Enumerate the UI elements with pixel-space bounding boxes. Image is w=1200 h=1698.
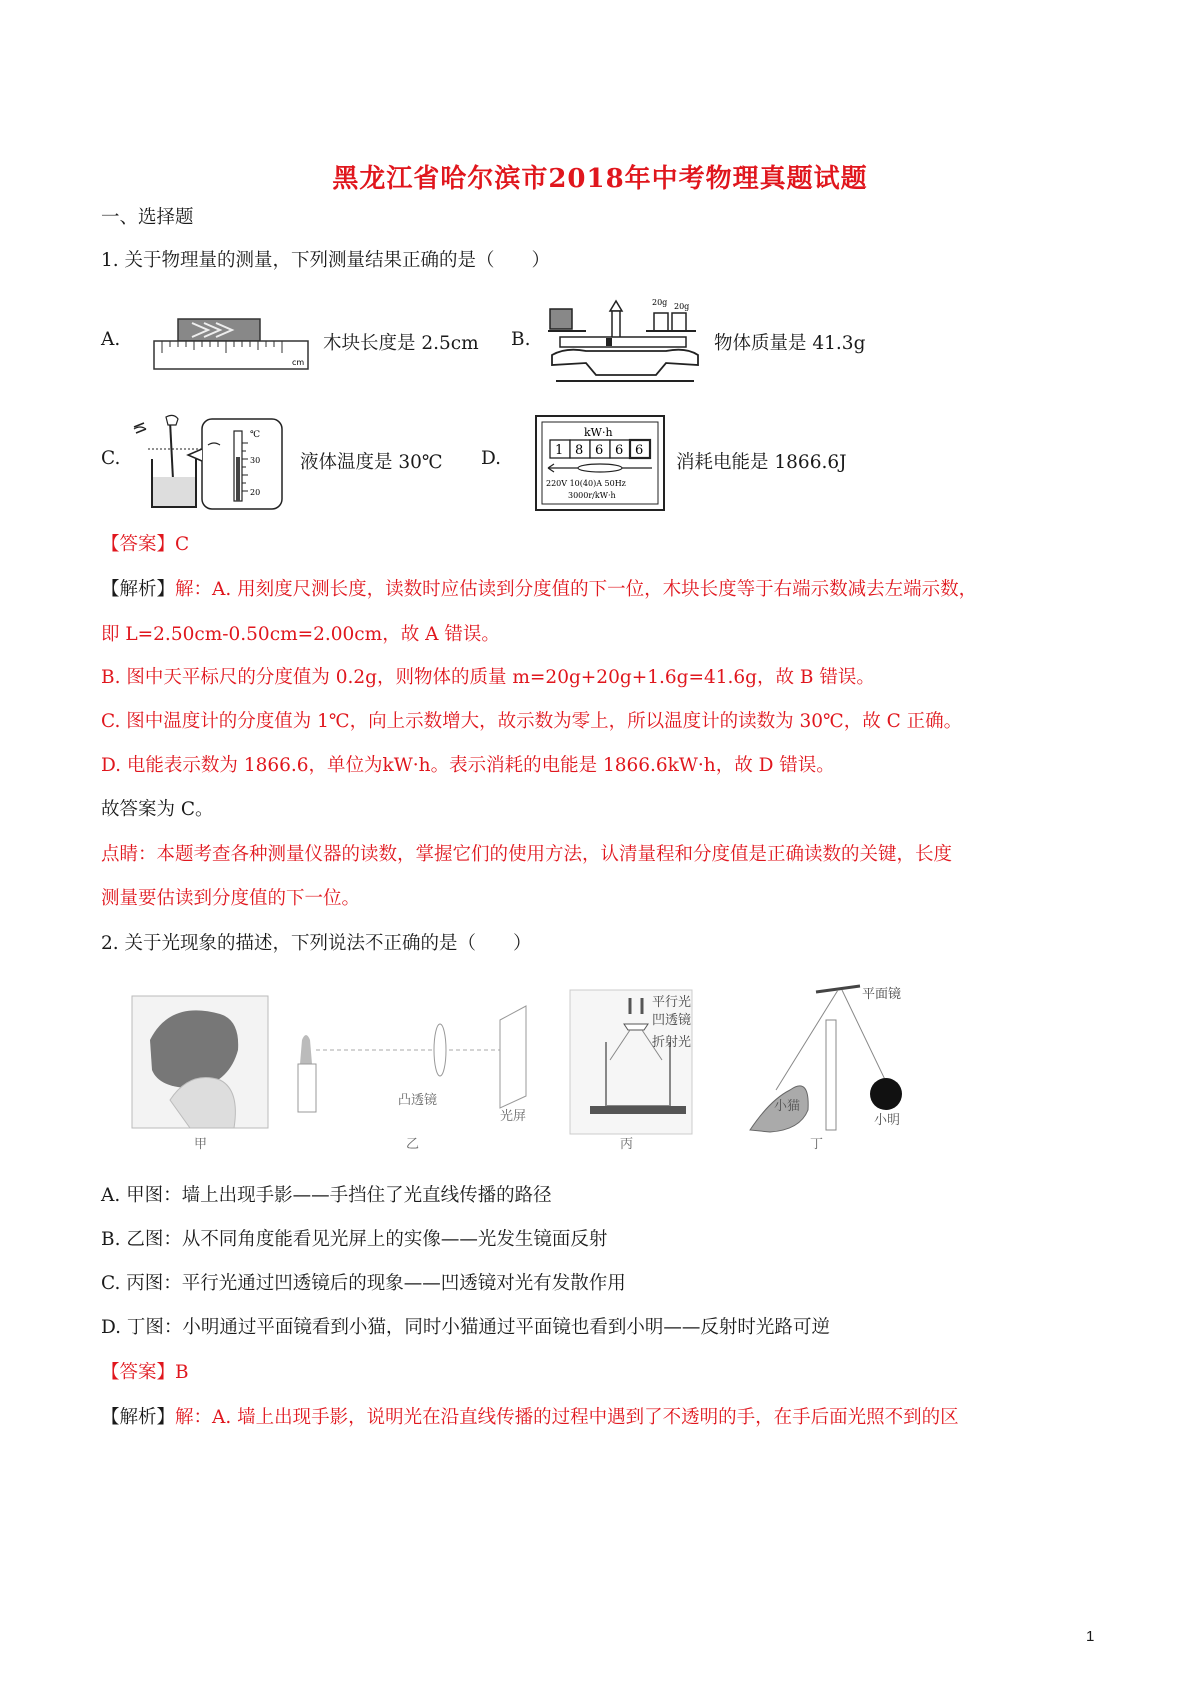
q1-stem: 1. 关于物理量的测量，下列测量结果正确的是（ ） bbox=[101, 250, 551, 271]
eye-icon bbox=[134, 427, 146, 429]
figure-ding bbox=[750, 986, 902, 1150]
optics-figures bbox=[130, 980, 920, 1150]
ruler bbox=[154, 341, 308, 369]
analysis-label: 【解析】 bbox=[101, 1407, 176, 1428]
q2-option-a: A. 甲图：墙上出现手影——手挡住了光直线传播的路径 bbox=[101, 1185, 552, 1206]
q2-stem: 2. 关于光现象的描述，下列说法不正确的是（ ） bbox=[101, 933, 532, 954]
thermo-tick-20: 20 bbox=[250, 488, 261, 497]
label-bing: 丙 bbox=[620, 1137, 634, 1150]
convex-lens bbox=[434, 1024, 446, 1076]
q2-option-c: C. 丙图：平行光通过凹透镜后的现象——凹透镜对光有发散作用 bbox=[101, 1273, 626, 1294]
q2-answer bbox=[101, 1358, 189, 1384]
q1-conclusion: 故答案为 C。 bbox=[101, 799, 214, 820]
object-block bbox=[550, 309, 572, 329]
analysis-label: 【解析】 bbox=[101, 579, 176, 600]
label-convex-lens: 凸透镜 bbox=[398, 1093, 438, 1108]
concave-lens bbox=[624, 1024, 648, 1030]
q2-option-b: B. 乙图：从不同角度能看见光屏上的实像——光发生镜面反射 bbox=[101, 1229, 608, 1250]
meter-unit: kW·h bbox=[584, 426, 613, 439]
energy-meter-figure bbox=[534, 414, 666, 512]
label-plane-mirror: 平面镜 bbox=[862, 987, 902, 1002]
figure-jia bbox=[132, 996, 268, 1150]
analysis-text: 解：A. 用刻度尺测长度，读数时应估读到分度值的下一位，木块长度等于右端示数减去左端示数， bbox=[175, 579, 978, 600]
q1-option-c-text: 液体温度是 30℃ bbox=[300, 452, 443, 473]
weight-label-2: 20g bbox=[674, 302, 690, 311]
q1-option-b-text: 物体质量是 41.3g bbox=[714, 333, 866, 354]
section-heading: 一、选择题 bbox=[101, 207, 194, 228]
analysis-text: 解：A. 墙上出现手影，说明光在沿直线传播的过程中遇到了不透明的手，在手后面光照不到的区 bbox=[175, 1407, 959, 1428]
q2-analysis-line-1 bbox=[101, 1403, 959, 1429]
q1-analysis-line-2: 即 L=2.50cm-0.50cm=2.00cm，故 A 错误。 bbox=[101, 624, 500, 645]
label-parallel-light: 平行光 bbox=[652, 995, 692, 1010]
page-number: 1 bbox=[1086, 1628, 1095, 1645]
q1-comment-line-1: 点睛：本题考查各种测量仪器的读数，掌握它们的使用方法，认清量程和分度值是正确读数的关键，长度 bbox=[101, 844, 953, 865]
meter-spec-2: 3000r/kW·h bbox=[568, 491, 616, 500]
xiaoming-head bbox=[870, 1078, 902, 1110]
q1-analysis-line-1 bbox=[101, 575, 977, 601]
q1-option-d-text: 消耗电能是 1866.6J bbox=[676, 452, 847, 473]
q1-analysis-line-3: B. 图中天平标尺的分度值为 0.2g，则物体的质量 m=20g+20g+1.6g=41.6g，故 B 错误。 bbox=[101, 667, 875, 688]
plane-mirror bbox=[816, 986, 860, 992]
answer-value: B bbox=[175, 1362, 189, 1383]
answer-label: 【答案】 bbox=[101, 1362, 176, 1383]
answer-value: C bbox=[175, 534, 190, 555]
light-screen bbox=[500, 1006, 526, 1108]
answer-label: 【答案】 bbox=[101, 534, 176, 555]
q1-comment-line-2: 测量要估读到分度值的下一位。 bbox=[101, 888, 361, 909]
q1-analysis-line-4: C. 图中温度计的分度值为 1℃，向上示数增大，故示数为零上，所以温度计的读数为 30℃，故 C 正确。 bbox=[101, 711, 963, 732]
page-title: 黑龙江省哈尔滨市2018年中考物理真题试题 bbox=[332, 164, 868, 194]
label-jia: 甲 bbox=[194, 1137, 208, 1150]
q1-option-a-text: 木块长度是 2.5cm bbox=[323, 333, 479, 354]
q1-analysis-line-5: D. 电能表示数为 1866.6，单位为kW·h。表示消耗的电能是 1866.6kW·h，故 D 错误。 bbox=[101, 755, 835, 776]
label-refracted-light: 折射光 bbox=[652, 1035, 692, 1050]
ruler-figure bbox=[152, 317, 312, 373]
label-yi: 乙 bbox=[406, 1137, 420, 1150]
figure-yi bbox=[298, 1006, 526, 1150]
meter-digit-1: 1 bbox=[555, 443, 564, 458]
label-ding: 丁 bbox=[810, 1137, 824, 1150]
meter-digit-3: 6 bbox=[595, 443, 604, 458]
meter-digit-4: 6 bbox=[615, 443, 624, 458]
ruler-unit: cm bbox=[292, 358, 305, 367]
meter-digit-5: 6 bbox=[635, 443, 644, 458]
thermo-unit: ℃ bbox=[250, 430, 261, 440]
balance-figure bbox=[546, 295, 704, 383]
q2-option-d: D. 丁图：小明通过平面镜看到小猫，同时小猫通过平面镜也看到小明——反射时光路可逆 bbox=[101, 1317, 830, 1338]
label-screen: 光屏 bbox=[500, 1109, 527, 1124]
q1-option-d-letter: D. bbox=[481, 448, 502, 469]
label-cat: 小猫 bbox=[774, 1099, 801, 1114]
meter-spec-1: 220V 10(40)A 50Hz bbox=[546, 479, 626, 488]
thermo-tick-30: 30 bbox=[250, 456, 261, 465]
weight-label-1: 20g bbox=[652, 298, 668, 307]
q1-option-b-letter: B. bbox=[511, 329, 531, 350]
label-concave-lens: 凹透镜 bbox=[652, 1013, 692, 1028]
hand-icon bbox=[166, 415, 178, 425]
figure-bing bbox=[570, 990, 692, 1150]
q1-answer bbox=[101, 530, 189, 556]
meter-digit-2: 8 bbox=[575, 443, 584, 458]
q1-option-a-letter: A. bbox=[101, 329, 121, 350]
thermometer-figure bbox=[130, 413, 284, 511]
q1-option-c-letter: C. bbox=[101, 448, 121, 469]
label-xiaoming: 小明 bbox=[874, 1113, 901, 1128]
